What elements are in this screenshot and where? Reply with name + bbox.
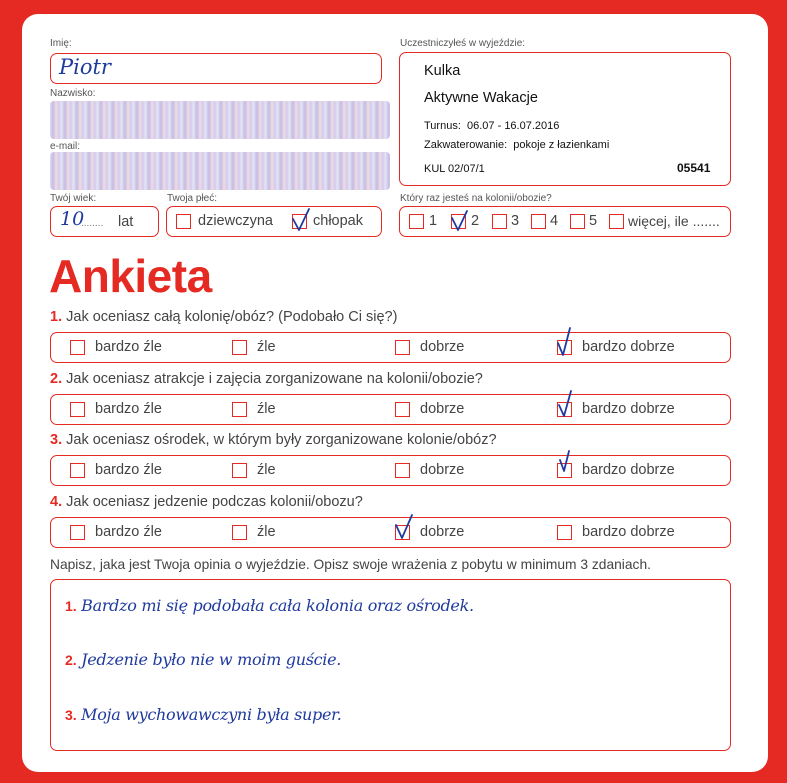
question-1 — [50, 309, 397, 325]
q3-option-very-good: bardzo dobrze — [582, 462, 675, 478]
gender-field — [166, 206, 382, 237]
checkmark-icon — [290, 207, 312, 233]
answer-row-3 — [50, 455, 731, 486]
q2-option-very-bad: bardzo źle — [95, 401, 162, 417]
company-name: Kulka — [424, 63, 461, 79]
q1-option-bad: źle — [257, 339, 276, 355]
times-label: Który raz jesteś na kolonii/obozie? — [400, 193, 552, 204]
checkmark-icon — [555, 390, 577, 420]
surname-redacted — [50, 101, 390, 139]
opinion-line-3 — [65, 705, 342, 725]
q2-checkbox-very-bad[interactable] — [70, 402, 85, 417]
answer-row-4 — [50, 517, 731, 548]
checkmark-icon — [392, 514, 416, 542]
times-checkbox-1[interactable] — [409, 214, 424, 229]
name-label: Imię: — [50, 38, 72, 49]
checkmark-icon — [449, 208, 471, 234]
question-text: Jak oceniasz jedzenie podczas kolonii/obozu? — [66, 494, 363, 510]
participant-label: Uczestniczyłeś w wyjeździe: — [400, 38, 526, 49]
turnus-line — [424, 120, 559, 132]
times-checkbox-3[interactable] — [492, 214, 507, 229]
answer-row-2 — [50, 394, 731, 425]
q4-option-bad: źle — [257, 524, 276, 540]
q3-checkbox-bad[interactable] — [232, 463, 247, 478]
q3-option-good: dobrze — [420, 462, 465, 478]
gender-label: Twoja płeć: — [167, 193, 218, 204]
age-label: Twój wiek: — [50, 193, 97, 204]
q4-checkbox-very-good[interactable] — [557, 525, 572, 540]
page-title: Ankieta — [49, 250, 212, 302]
q1-checkbox-good[interactable] — [395, 340, 410, 355]
opinion-text: Bardzo mi się podobała cała kolonia oraz ośrodek. — [81, 596, 474, 615]
question-text: Jak oceniasz ośrodek, w którym były zorganizowane kolonie/obóz? — [66, 432, 497, 448]
q2-checkbox-good[interactable] — [395, 402, 410, 417]
q3-checkbox-good[interactable] — [395, 463, 410, 478]
accommodation-value: pokoje z łazienkami — [513, 139, 610, 151]
q3-option-very-bad: bardzo źle — [95, 462, 162, 478]
times-option-1: 1 — [429, 213, 438, 229]
name-value: Piotr — [59, 55, 111, 79]
times-checkbox-more[interactable] — [609, 214, 624, 229]
q4-option-very-bad: bardzo źle — [95, 524, 162, 540]
question-number: 4. — [50, 494, 63, 510]
gender-option-girl: dziewczyna — [198, 213, 273, 229]
opinion-number: 1. — [65, 598, 77, 614]
q2-checkbox-bad[interactable] — [232, 402, 247, 417]
gender-option-boy: chłopak — [313, 213, 363, 229]
gender-checkbox-girl[interactable] — [176, 214, 191, 229]
times-option-3: 3 — [511, 213, 520, 229]
question-text: Jak oceniasz atrakcje i zajęcia zorganizowane na kolonii/obozie? — [66, 371, 483, 387]
checkmark-icon — [555, 450, 577, 476]
opinion-line-2 — [65, 650, 341, 670]
q4-option-good: dobrze — [420, 524, 465, 540]
opinion-text: Jedzenie było nie w moim guście. — [81, 650, 342, 669]
q2-option-bad: źle — [257, 401, 276, 417]
turnus-label: Turnus: — [424, 120, 461, 132]
times-option-2: 2 — [471, 213, 480, 229]
surname-label: Nazwisko: — [50, 88, 96, 99]
q1-option-good: dobrze — [420, 339, 465, 355]
times-field — [399, 206, 731, 237]
q3-checkbox-very-bad[interactable] — [70, 463, 85, 478]
trip-code: KUL 02/07/1 — [424, 163, 485, 175]
question-number: 2. — [50, 371, 63, 387]
question-text: Jak oceniasz całą kolonię/obóz? (Podobało Ci się?) — [66, 309, 398, 325]
q4-option-very-good: bardzo dobrze — [582, 524, 675, 540]
times-checkbox-5[interactable] — [570, 214, 585, 229]
program-name: Aktywne Wakacje — [424, 90, 538, 106]
answer-row-1 — [50, 332, 731, 363]
opinion-number: 2. — [65, 652, 77, 668]
checkmark-icon — [554, 327, 576, 359]
opinion-number: 3. — [65, 707, 77, 723]
email-label: e-mail: — [50, 141, 81, 152]
q2-option-very-good: bardzo dobrze — [582, 401, 675, 417]
accommodation-label: Zakwaterowanie: — [424, 139, 508, 151]
q1-checkbox-bad[interactable] — [232, 340, 247, 355]
q1-option-very-good: bardzo dobrze — [582, 339, 675, 355]
q3-option-bad: źle — [257, 462, 276, 478]
times-option-5: 5 — [589, 213, 598, 229]
q1-option-very-bad: bardzo źle — [95, 339, 162, 355]
email-redacted — [50, 152, 390, 190]
age-unit: lat — [118, 214, 134, 230]
turnus-value: 06.07 - 16.07.2016 — [467, 120, 560, 132]
trip-number: 05541 — [677, 161, 711, 175]
accommodation-line — [424, 139, 609, 151]
question-3 — [50, 432, 497, 448]
q1-checkbox-very-bad[interactable] — [70, 340, 85, 355]
question-4 — [50, 494, 363, 510]
times-checkbox-4[interactable] — [531, 214, 546, 229]
age-value: 10 — [60, 208, 85, 230]
age-dots: ........ — [81, 218, 104, 229]
opinion-prompt: Napisz, jaka jest Twoja opinia o wyjeździe. Opisz swoje wrażenia z pobytu w minimum 3 zdaniach. — [50, 557, 651, 572]
q4-checkbox-very-bad[interactable] — [70, 525, 85, 540]
q2-option-good: dobrze — [420, 401, 465, 417]
name-field[interactable] — [50, 53, 382, 84]
participant-box — [399, 52, 731, 186]
opinion-line-1 — [65, 596, 474, 616]
question-number: 3. — [50, 432, 63, 448]
age-field[interactable] — [50, 206, 159, 237]
times-option-4: 4 — [550, 213, 559, 229]
times-option-more: więcej, ile ....... — [628, 213, 720, 229]
question-2 — [50, 371, 483, 387]
opinion-box[interactable] — [50, 579, 731, 751]
q4-checkbox-bad[interactable] — [232, 525, 247, 540]
opinion-text: Moja wychowawczyni była super. — [81, 705, 342, 724]
question-number: 1. — [50, 309, 63, 325]
